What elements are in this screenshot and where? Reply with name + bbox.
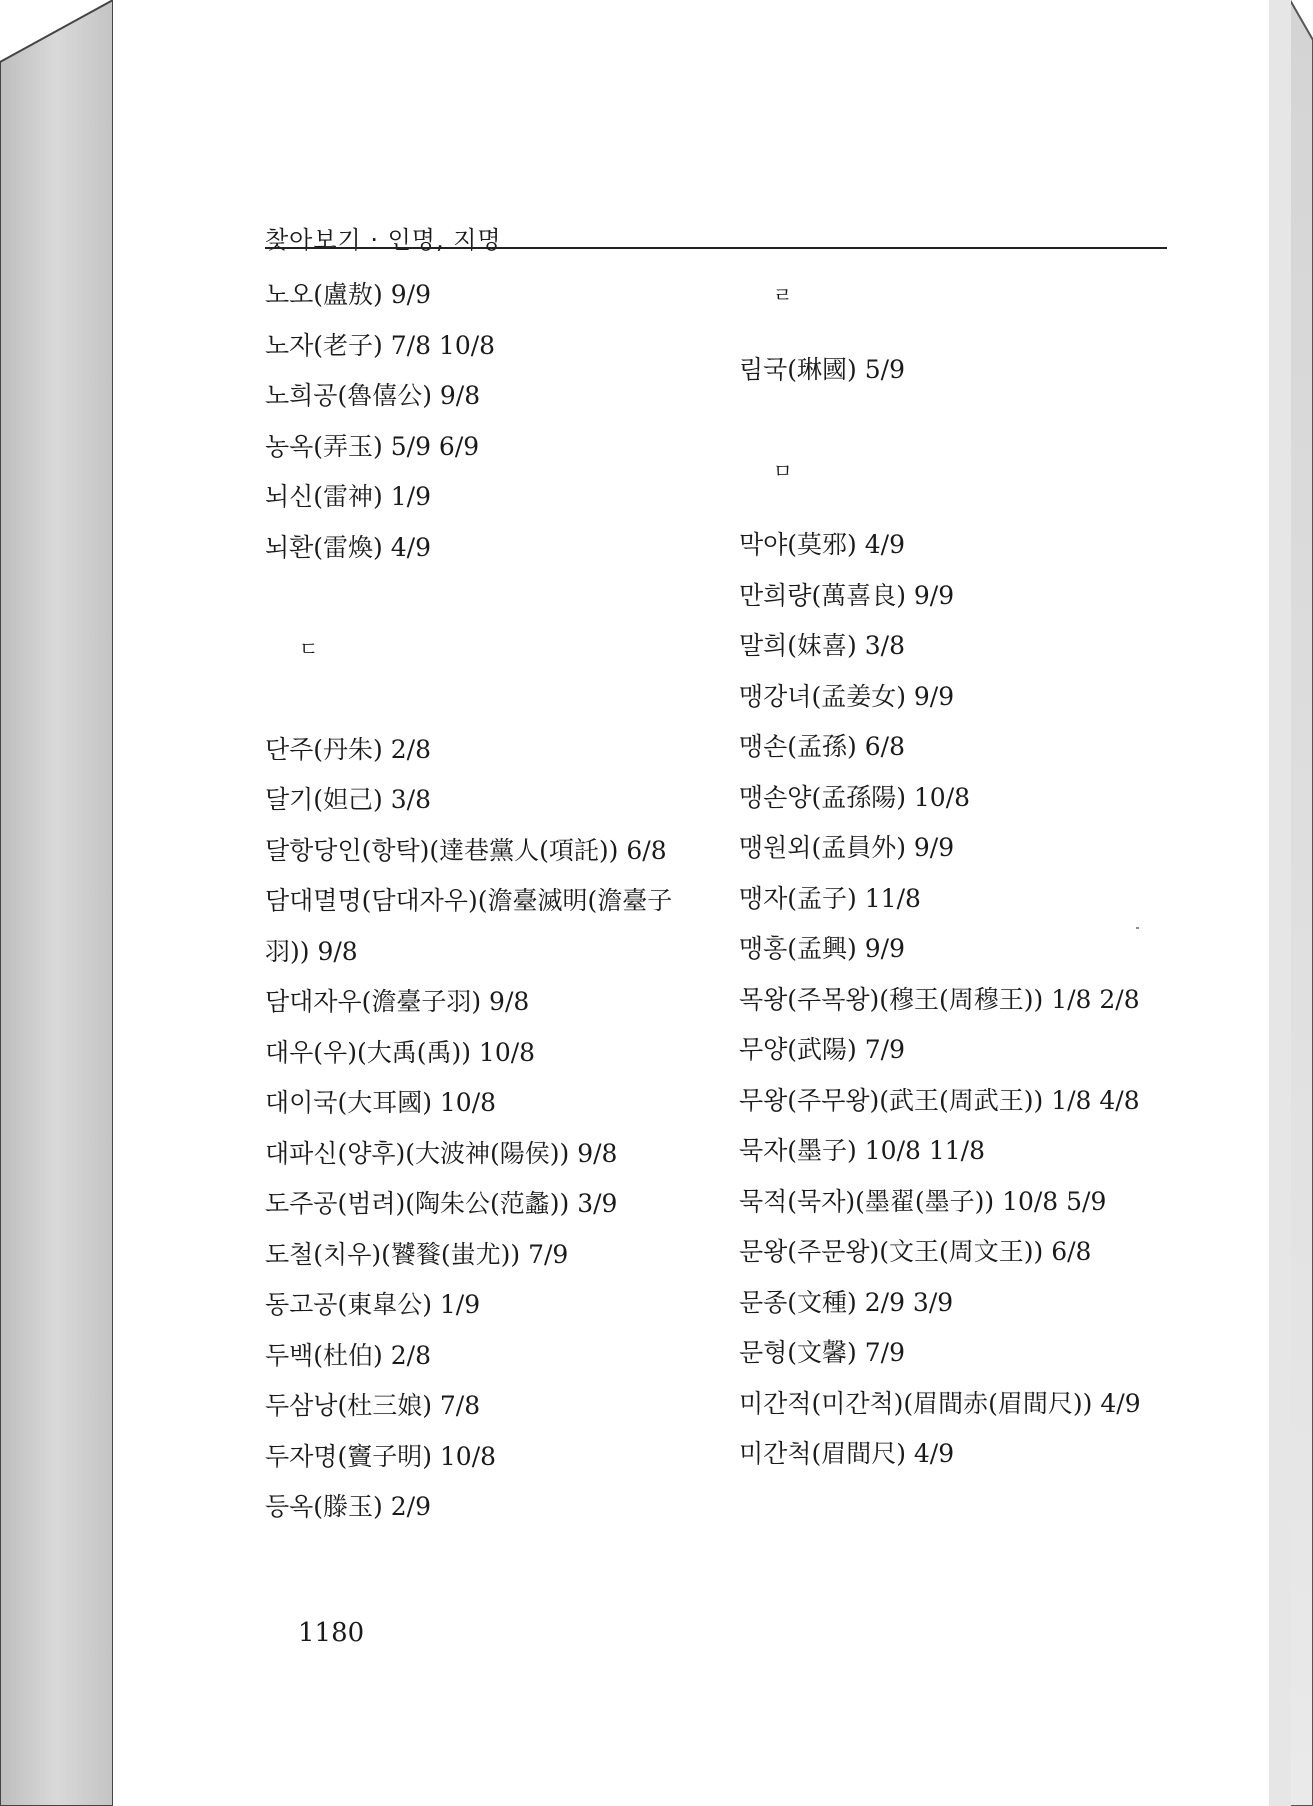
- spacer: [739, 395, 1199, 446]
- spacer: [739, 496, 1199, 520]
- index-entry: 단주(丹朱) 2/8: [265, 734, 431, 764]
- index-entry: 동고공(東皐公) 1/9: [265, 1290, 481, 1319]
- index-entry: 미간적(미간척)(眉間赤(眉間尺)) 4/9: [739, 1388, 1141, 1418]
- section-letter-heading: ㄹ: [773, 283, 793, 307]
- index-entry: 羽)) 9/8: [265, 936, 358, 966]
- index-entry: 문왕(주문왕)(文王(周文王)) 6/8: [739, 1237, 1092, 1266]
- index-entry: 노자(老子) 7/8 10/8: [265, 330, 496, 360]
- index-entry: 노희공(魯僖公) 9/8: [265, 381, 481, 410]
- index-entry: 말희(妺喜) 3/8: [739, 631, 905, 660]
- index-entry: 무양(武陽) 7/9: [739, 1035, 905, 1064]
- index-entry: 두자명(竇子明) 10/8: [265, 1441, 497, 1471]
- section-letter-heading: ㄷ: [299, 636, 319, 661]
- page-number: 1180: [298, 1618, 365, 1648]
- index-entry: 두삼낭(杜三娘) 7/8: [265, 1391, 481, 1420]
- index-entry: 만희량(萬喜良) 9/9: [739, 580, 955, 610]
- index-column-left: [265, 270, 725, 1533]
- spacer: [265, 674, 725, 725]
- index-entry: 목왕(주목왕)(穆王(周穆王)) 1/8 2/8: [739, 984, 1140, 1014]
- index-entry: 담대자우(澹臺子羽) 9/8: [265, 987, 530, 1016]
- index-entry: 도주공(범려)(陶朱公(范蠡)) 3/9: [265, 1189, 618, 1218]
- index-entry: 뇌환(雷煥) 4/9: [265, 532, 431, 562]
- index-entry: 문형(文馨) 7/9: [739, 1338, 905, 1367]
- index-entry: 담대멸명(담대자우)(澹臺滅明(澹臺子: [265, 886, 673, 915]
- index-entry: 문종(文種) 2/9 3/9: [739, 1287, 954, 1317]
- index-entry: 달기(妲己) 3/8: [265, 785, 431, 814]
- index-entry: 무왕(주무왕)(武王(周武王)) 1/8 4/8: [739, 1085, 1140, 1115]
- spacer: [739, 321, 1199, 345]
- index-entry: 도철(치우)(饕餮(蚩尤)) 7/9: [265, 1239, 569, 1269]
- page-header-title: 찾아보기 · 인명, 지명: [265, 226, 502, 254]
- index-entry: 미간척(眉間尺) 4/9: [739, 1439, 955, 1468]
- index-entry: 맹자(孟子) 11/8: [739, 883, 921, 913]
- header-rule: [265, 247, 1167, 249]
- index-entry: 맹손(孟孫) 6/8: [739, 732, 905, 761]
- index-entry: 대우(우)(大禹(禹)) 10/8: [265, 1037, 536, 1067]
- index-entry: 등옥(滕玉) 2/9: [265, 1492, 431, 1521]
- index-entry: 대파신(양후)(大波神(陽侯)) 9/8: [265, 1138, 618, 1168]
- index-entry: 묵자(墨子) 10/8 11/8: [739, 1136, 985, 1165]
- index-entry: 묵적(묵자)(墨翟(墨子)) 10/8 5/9: [739, 1186, 1107, 1216]
- section-letter-heading: ㅁ: [773, 458, 793, 483]
- index-entry: 맹홍(孟興) 9/9: [739, 934, 905, 963]
- index-entry: 뇌신(雷神) 1/9: [265, 482, 431, 511]
- index-entry: 농옥(弄玉) 5/9 6/9: [265, 431, 480, 461]
- index-column-right: [739, 270, 1199, 1480]
- index-entry: 노오(盧敖) 9/9: [265, 280, 431, 309]
- index-entry: 맹원외(孟員外) 9/9: [739, 833, 955, 862]
- index-entry: 달항당인(항탁)(達巷黨人(項託)) 6/8: [265, 835, 667, 865]
- index-entry: 맹강녀(孟姜女) 9/9: [739, 681, 955, 711]
- index-entry: 맹손양(孟孫陽) 10/8: [739, 782, 971, 812]
- index-entry: 림국(琳國) 5/9: [739, 354, 905, 384]
- index-entry: 막야(莫邪) 4/9: [739, 530, 905, 559]
- scan-speck: [1136, 927, 1139, 929]
- spacer: [265, 573, 725, 624]
- index-entry: 두백(杜伯) 2/8: [265, 1340, 431, 1370]
- index-entry: 대이국(大耳國) 10/8: [265, 1088, 497, 1117]
